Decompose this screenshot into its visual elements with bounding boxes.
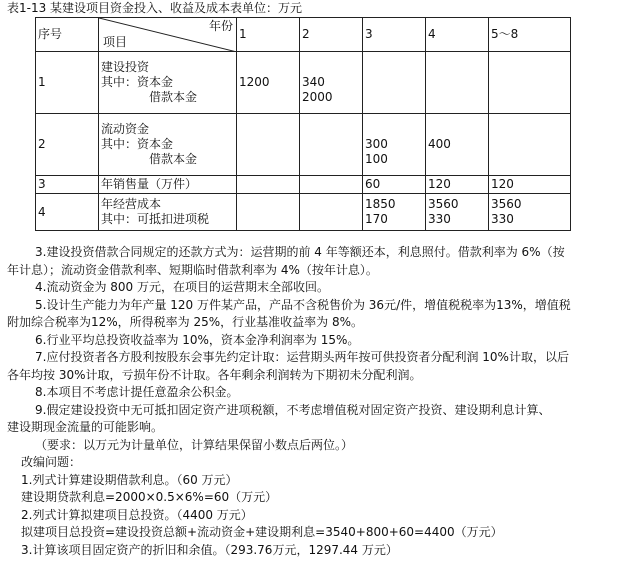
cell-value — [302, 60, 362, 75]
cell-value — [428, 90, 488, 105]
cell-value — [365, 75, 425, 90]
paragraph-line: 3.建设投资借款合同规定的还款方式为：运营期的前 4 年等额还本，利息照付。借款利率为 6%（按 — [35, 245, 565, 259]
row-value-cell — [489, 194, 571, 231]
row-item-line: 年经营成本 — [101, 197, 162, 211]
row-value-cell — [426, 194, 489, 231]
paragraph-line: 各年均按 30%计取，亏损年份不计取。各年剩余利润转为下期初未分配利润。 — [7, 367, 422, 382]
row-value-cell — [489, 114, 571, 176]
table-row — [36, 114, 571, 176]
row-seq: 3 — [36, 176, 99, 194]
cell-value — [491, 152, 570, 167]
cell-value — [239, 177, 299, 192]
row-seq: 1 — [36, 52, 99, 114]
cell-value — [428, 152, 488, 167]
paragraph-line: 拟建项目总投资=建设投资总额+流动资金+建设期利息=3540+800+60=4400（万元） — [21, 525, 503, 539]
cell-value — [302, 177, 362, 192]
cell-value — [239, 197, 299, 212]
cell-value: 340 — [302, 75, 325, 89]
row-item — [99, 52, 237, 114]
row-value-cell — [237, 176, 300, 194]
cell-value — [428, 75, 488, 90]
cell-value — [239, 137, 299, 152]
cell-value — [491, 90, 570, 105]
cell-value — [491, 137, 570, 152]
row-value-cell — [363, 176, 426, 194]
cell-value: 1850 — [365, 197, 396, 211]
table-row — [36, 176, 571, 194]
cell-value: 2000 — [302, 90, 333, 104]
row-item — [99, 194, 237, 231]
row-item-line: 其中：可抵扣进项税 — [101, 212, 210, 226]
paragraph-line: （要求：以万元为计量单位，计算结果保留小数点后两位。） — [35, 437, 354, 452]
row-item — [99, 114, 237, 176]
cell-value — [491, 75, 570, 90]
header-year-3: 3 — [363, 18, 426, 52]
header-row — [36, 18, 571, 52]
header-year-5-8: 5～8 — [489, 18, 571, 52]
paragraph-line: 3.计算该项目固定资产的折旧和余值。（293.76万元，1297.44 万元） — [21, 542, 398, 557]
paragraph-line: 8.本项目不考虑计提任意盈余公积金。 — [35, 385, 239, 399]
cell-value: 3560 — [491, 197, 522, 211]
cell-value: 100 — [365, 152, 388, 166]
table-row — [36, 52, 571, 114]
paragraph-line: 4.流动资金为 800 万元，在项目的运营期末全部收回。 — [35, 280, 329, 294]
row-seq: 2 — [36, 114, 99, 176]
cell-value: 170 — [365, 212, 388, 226]
cell-value: 330 — [428, 212, 451, 226]
row-item — [99, 176, 237, 194]
cell-value — [428, 122, 488, 137]
cell-value — [239, 152, 299, 167]
cell-value: 60 — [365, 177, 381, 191]
paragraph-line: 6.行业平均总投资收益率为 10%，资本金净利润率为 15%。 — [35, 332, 360, 347]
row-value-cell — [426, 176, 489, 194]
cell-value — [365, 90, 425, 105]
paragraph-line: 年计息）；流动资金借款利率、短期临时借款利率为 4%（按年计息）。 — [7, 262, 378, 277]
cell-value: 330 — [491, 212, 514, 226]
cell-value — [302, 212, 362, 227]
cell-value — [239, 212, 299, 227]
row-seq: 4 — [36, 194, 99, 231]
header-year-1: 1 — [237, 18, 300, 52]
row-item-line: 其中：资本金 — [101, 75, 174, 89]
paragraph-line: 7.应付投资者各方股利按股东会事先约定计取：运营期头两年按可供投资者分配利润 10%计取，以后 — [35, 350, 569, 364]
row-value-cell — [489, 176, 571, 194]
cell-value — [239, 60, 299, 75]
cell-value — [302, 137, 362, 152]
cell-value: 120 — [491, 177, 514, 191]
row-value-cell — [300, 194, 363, 231]
cell-value — [365, 122, 425, 137]
row-value-cell — [363, 194, 426, 231]
row-value-cell — [363, 52, 426, 114]
paragraph-line: 1.列式计算建设期借款利息。（60 万元） — [21, 472, 238, 487]
paragraph-line: 建设期贷款利息=2000×0.5×6%=60（万元） — [21, 490, 278, 504]
cell-value: 1200 — [239, 75, 270, 89]
body-text — [7, 244, 630, 559]
header-seq: 序号 — [36, 18, 99, 52]
paragraph-line: 9.假定建设投资中无可抵扣固定资产进项税额，不考虑增值税对固定资产投资、建设期利息计算、 — [35, 402, 551, 417]
header-year-label: 年份 — [208, 19, 233, 33]
row-value-cell — [426, 52, 489, 114]
paragraph-line: 2.列式计算拟建项目总投资。（4400 万元） — [21, 507, 253, 522]
row-value-cell — [300, 52, 363, 114]
row-item-line: 其中：资本金 — [101, 137, 174, 151]
cell-value: 300 — [365, 137, 388, 151]
header-diagonal-cell — [99, 18, 237, 52]
cell-value — [302, 122, 362, 137]
cell-value: 400 — [428, 137, 451, 151]
row-item-line: 年销售量（万件） — [101, 177, 198, 191]
row-value-cell — [300, 176, 363, 194]
cell-value — [302, 152, 362, 167]
header-item-label: 项目 — [103, 35, 128, 49]
cell-value — [302, 197, 362, 212]
row-value-cell — [237, 114, 300, 176]
row-value-cell — [237, 194, 300, 231]
row-value-cell — [237, 52, 300, 114]
row-value-cell — [300, 114, 363, 176]
paragraph-line: 附加综合税率为12%，所得税率为 25%，行业基准收益率为 8%。 — [7, 315, 364, 329]
cell-value — [491, 122, 570, 137]
row-value-cell — [363, 114, 426, 176]
row-value-cell — [426, 114, 489, 176]
paragraph-line: 建设期现金流量的可能影响。 — [7, 420, 164, 434]
table-caption: 表1-13 某建设项目资金投入、收益及成本表单位：万元 — [7, 1, 303, 15]
row-item-line: 借款本金 — [149, 152, 198, 166]
row-item-line: 流动资金 — [101, 122, 150, 136]
header-year-2: 2 — [300, 18, 363, 52]
investment-table — [35, 17, 571, 231]
row-item-line: 借款本金 — [149, 90, 198, 104]
table-row — [36, 194, 571, 231]
header-year-4: 4 — [426, 18, 489, 52]
cell-value — [491, 60, 570, 75]
cell-value: 3560 — [428, 197, 459, 211]
cell-value — [428, 60, 488, 75]
paragraph-line: 改编问题： — [21, 455, 82, 469]
paragraph-line: 5.设计生产能力为年产量 120 万件某产品，产品不含税售价为 36元/件，增值税税率为13%，增值税 — [35, 297, 571, 312]
row-item-line: 建设投资 — [101, 60, 150, 74]
cell-value — [239, 90, 299, 105]
cell-value — [365, 60, 425, 75]
row-value-cell — [489, 52, 571, 114]
cell-value — [239, 122, 299, 137]
cell-value: 120 — [428, 177, 451, 191]
